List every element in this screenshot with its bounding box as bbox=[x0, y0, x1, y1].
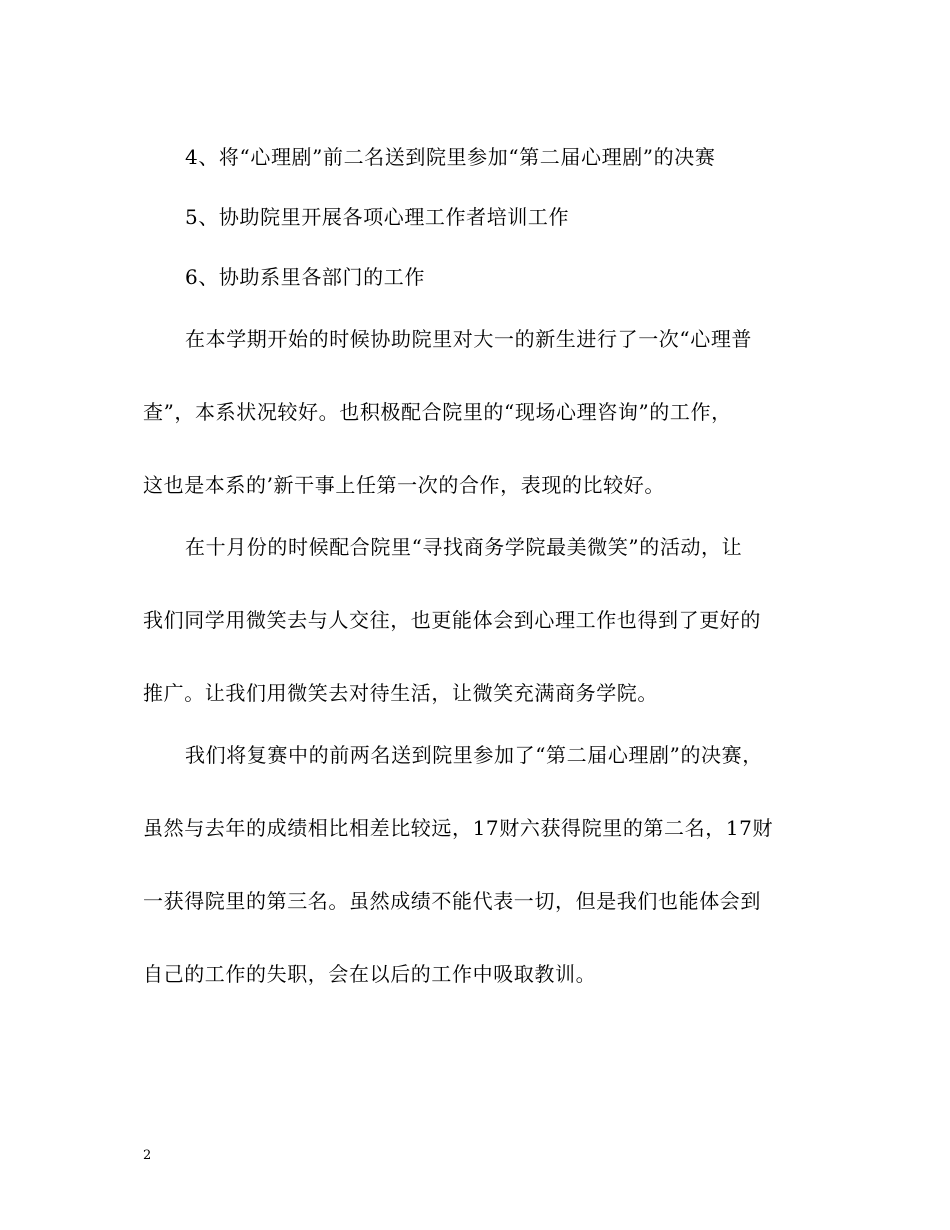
paragraph-line: 我们同学用微笑去与人交往，也更能体会到心理工作也得到了更好的 bbox=[143, 608, 761, 632]
list-item: 5、协助院里开展各项心理工作者培训工作 bbox=[185, 205, 570, 229]
paragraph-line: 在本学期开始的时候协助院里对大一的新生进行了一次“心理普 bbox=[185, 327, 753, 351]
page-number: 2 bbox=[143, 1148, 152, 1163]
paragraph-line: 在十月份的时候配合院里“寻找商务学院最美微笑”的活动，让 bbox=[185, 535, 743, 559]
paragraph-line: 我们将复赛中的前两名送到院里参加了“第二届心理剧”的决赛， bbox=[185, 743, 763, 767]
paragraph-line: 自己的工作的失职，会在以后的工作中吸取教训。 bbox=[143, 962, 597, 986]
paragraph-line: 这也是本系的’新干事上任第一次的合作，表现的比较好。 bbox=[143, 473, 665, 497]
list-item: 4、将“心理剧”前二名送到院里参加“第二届心理剧”的决赛 bbox=[185, 145, 716, 169]
paragraph-line: 虽然与去年的成绩相比相差比较远，17财六获得院里的第二名，17财 bbox=[143, 816, 774, 840]
paragraph-line: 一获得院里的第三名。虽然成绩不能代表一切，但是我们也能体会到 bbox=[143, 889, 761, 913]
paragraph-line: 查”，本系状况较好。也积极配合院里的“现场心理咨询”的工作， bbox=[143, 400, 732, 424]
paragraph-line: 推广。让我们用微笑去对待生活，让微笑充满商务学院。 bbox=[143, 681, 658, 705]
list-item: 6、协助系里各部门的工作 bbox=[185, 265, 425, 289]
